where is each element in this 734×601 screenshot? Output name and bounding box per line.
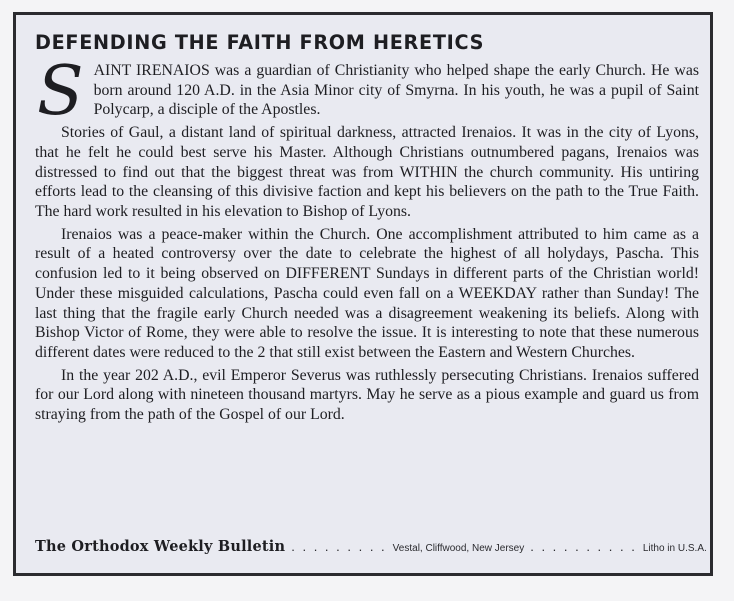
article	[35, 32, 699, 425]
footer-location: Vestal, Cliffwood, New Jersey	[392, 543, 525, 554]
bulletin-footer	[35, 538, 707, 555]
paragraph-1-text: AINT IRENAIOS was a guardian of Christianity who helped shape the early Church. He was born around 120 A.D. in the Asia Minor city of Smyrna. In his youth, he was a pupil of Saint Polycarp, a disciple of the Apostles.	[93, 62, 699, 119]
article-paragraph-3: Irenaios was a peace-maker within the Church. One accomplishment attributed to him came as a result of a heated controversy over the date to celebrate the highest of all holydays, Pascha. This confusion led to it being observed on DIFFERENT Sundays in different parts of the Christian world! Under these misguided calculations, Pascha could even fall on a WEEKDAY rather than Sunday! The last thing that the fragile early Church needed was a disagreement weakening its beliefs. Along with Bishop Victor of Rome, they were able to resolve the issue. It is interesting to note that these numerous different dates were reduced to the 2 that still exist between the Eastern and Western Churches.	[35, 225, 699, 361]
bulletin-frame	[13, 12, 713, 576]
footer-dot-leader-1: . . . . . . . . .	[291, 539, 387, 554]
article-title: DEFENDING THE FAITH FROM HERETICS	[35, 31, 485, 54]
footer-dot-leader-2: . . . . . . . . . .	[530, 539, 637, 554]
article-paragraph-2: Stories of Gaul, a distant land of spiritual darkness, attracted Irenaios. It was in the city of Lyons, that he felt he could best serve his Master. Although Christians outnumbered pagans, Irenaios was distressed to find out that the biggest threat was from WITHIN the church community. His untiring efforts lead to the cleansing of this divisive faction and kept his believers on the path to the True Faith. The hard work resulted in his elevation to Bishop of Lyons.	[35, 124, 699, 220]
article-paragraph-4: In the year 202 A.D., evil Emperor Severus was ruthlessly persecuting Christians. Irenaios suffered for our Lord along with nineteen thousand martyrs. May he serve as a pious example and guard us from straying from the path of the Gospel of our Lord.	[35, 366, 699, 424]
article-paragraph-1	[35, 52, 699, 132]
drop-cap-letter: S	[37, 52, 84, 132]
footer-printer: Litho in U.S.A.	[642, 543, 707, 554]
publication-name: The Orthodox Weekly Bulletin	[35, 538, 286, 555]
